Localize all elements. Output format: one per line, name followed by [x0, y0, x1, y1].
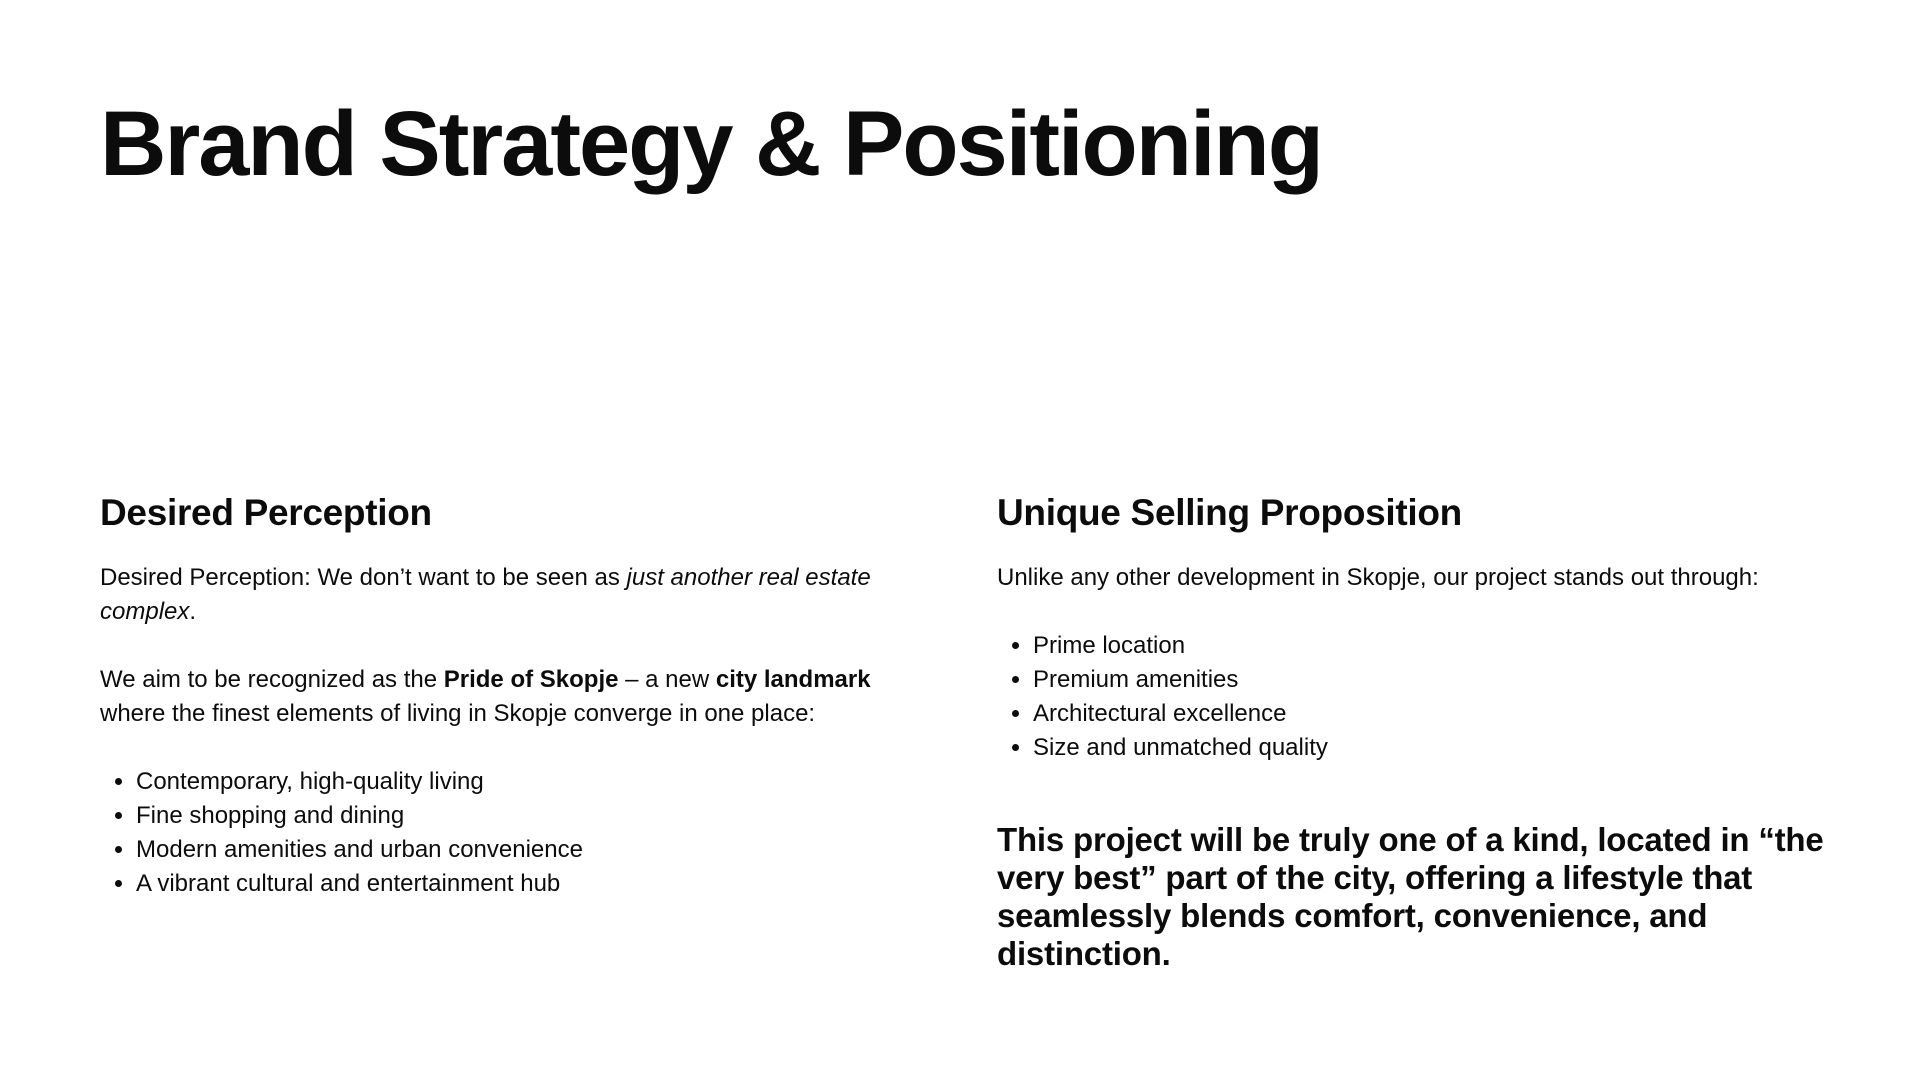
aim-bold-landmark: city landmark: [715, 666, 871, 694]
list-item: • A vibrant cultural and entertainment hub: [136, 867, 930, 901]
aim-text-3: where the finest elements of living in Skopje converge in one place:: [100, 700, 816, 728]
usp-statement: This project will be truly one of a kind, located in “the very best” part of the city, offering a lifestyle that seamlessly blends comfort, convenience, and distinction.: [997, 821, 1824, 973]
perception-intro-text: Desired Perception: We don’t want to be seen as: [100, 564, 627, 592]
usp-section: [997, 491, 1837, 973]
list-item: • Premium amenities: [1033, 663, 1837, 697]
perception-aim-paragraph: [100, 663, 930, 731]
aim-text-2: – a new: [618, 666, 716, 694]
perception-intro-paragraph: [100, 561, 930, 629]
desired-perception-heading: Desired Perception: [100, 492, 432, 533]
aim-bold-pride: Pride of Skopje: [443, 666, 619, 694]
usp-heading: Unique Selling Proposition: [997, 492, 1462, 533]
usp-intro-paragraph: Unlike any other development in Skopje, our project stands out through:: [997, 564, 1759, 592]
list-item: • Fine shopping and dining: [136, 799, 930, 833]
list-item: • Size and unmatched quality: [1033, 731, 1837, 765]
page-title: Brand Strategy & Positioning: [100, 93, 1322, 195]
aim-text-1: We aim to be recognized as the: [100, 666, 444, 694]
list-item: • Contemporary, high-quality living: [136, 765, 930, 799]
list-item: • Prime location: [1033, 629, 1837, 663]
list-item: • Architectural excellence: [1033, 697, 1837, 731]
perception-intro-end: .: [189, 598, 197, 626]
desired-perception-section: [100, 491, 930, 901]
perception-bullet-list: [100, 765, 930, 901]
list-item: • Modern amenities and urban convenience: [136, 833, 930, 867]
usp-bullet-list: [997, 629, 1837, 765]
perception-intro-italic: just another real estate complex: [100, 564, 871, 626]
